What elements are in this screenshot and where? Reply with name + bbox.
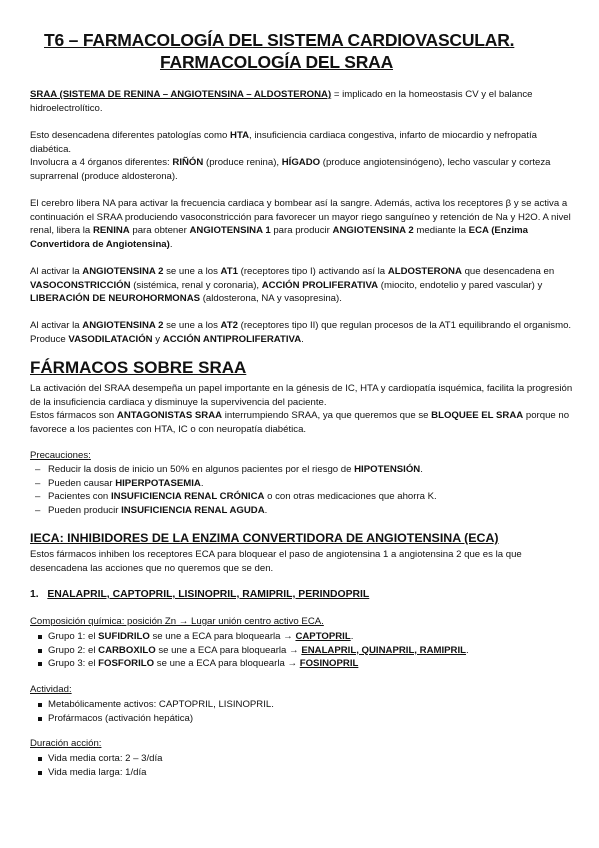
paragraph-patologias: Esto desencadena diferentes patologías como HTA, insuficiencia cardiaca congestiva, infarto de miocardio y nefropatía diabética. <box>30 130 537 155</box>
label-actividad: Actividad: <box>30 684 72 695</box>
paragraph-at2: Al activar la ANGIOTENSINA 2 se une a los AT2 (receptores tipo II) que regulan procesos de la AT1 equilibrando el organismo. Produce VASODILATACIÓN y ACCIÓN ANTIPROLIFERATIVA. <box>30 320 572 345</box>
list-item: Vida media larga: 1/día <box>30 766 580 780</box>
list-item: – Reducir la dosis de inicio un 50% en algunos pacientes por el riesgo de HIPOTENSIÓN. <box>30 463 580 477</box>
list-item: Vida media corta: 2 – 3/día <box>30 752 580 766</box>
list-item: Profármacos (activación hepática) <box>30 712 580 726</box>
list-precauciones <box>30 463 580 517</box>
sraa-definition: SRAA (SISTEMA DE RENINA – ANGIOTENSINA – ALDOSTERONA) = implicado en la homeostasis CV y el balance hidroelectrolítico. <box>30 89 533 114</box>
paragraph-organos: Involucra a 4 órganos diferentes: RIÑÓN (produce renina), HÍGADO (produce angiotensinógeno), lecho vascular y corteza suprarrenal (produce aldosterona). <box>30 157 551 182</box>
heading-ieca: IECA: INHIBIDORES DE LA ENZIMA CONVERTIDORA DE ANGIOTENSINA (ECA) <box>30 531 499 545</box>
list-item: Metabólicamente activos: CAPTOPRIL, LISINOPRIL. <box>30 698 580 712</box>
label-precauciones: Precauciones: <box>30 450 91 461</box>
paragraph-at1: Al activar la ANGIOTENSINA 2 se une a los AT1 (receptores tipo I) activando así la ALDOSTERONA que desencadena en VASOCONSTRICCIÓN (sistémica, renal y coronaria), ACCIÓN PROLIFERATIVA (miocito, endotelio y pared vascular) y LIBERACIÓN DE NEUROHORMONAS (aldosterona, NA y vasopresina). <box>30 266 555 305</box>
paragraph-cerebro-renina: El cerebro libera NA para activar la frecuencia cardiaca y bombear así la sangre. Además, activa los receptores β y se activa a continuación el SRAA produciendo vasoconstricción para favorecer un mayor riego sanguíneo y retención de Na y H2O. A nivel renal, libera la RENINA para obtener ANGIOTENSINA 1 para producir ANGIOTENSINA 2 mediante la ECA (Enzima Convertidora de Angiotensina). <box>30 198 571 250</box>
label-duracion-accion: Duración acción: <box>30 738 102 749</box>
list-item: – Pueden causar HIPERPOTASEMIA. <box>30 477 580 491</box>
page-title-line2: FARMACOLOGÍA DEL SRAA <box>160 52 394 72</box>
list-item: Grupo 3: el FOSFORILO se une a ECA para bloquearla → FOSINOPRIL <box>30 657 580 671</box>
heading-farmacos-sraa: FÁRMACOS SOBRE SRAA <box>30 358 247 377</box>
paragraph-activacion-sraa: La activación del SRAA desempeña un papel importante en la génesis de IC, HTA y cardiopatía isquémica, facilita la progresión de la insuficiencia cardiaca y disminuye la supervivencia del paciente. <box>30 383 573 408</box>
list-grupos <box>30 630 580 671</box>
paragraph-ieca-description: Estos fármacos inhiben los receptores ECA para bloquear el paso de angiotensina 1 a angiotensina 2 que es la que desencadena las acciones que no queremos que se den. <box>30 549 522 574</box>
page-title-line1: T6 – FARMACOLOGÍA DEL SISTEMA CARDIOVASCULAR. <box>44 30 515 50</box>
list-duracion <box>30 752 580 779</box>
list-item: Grupo 2: el CARBOXILO se une a ECA para bloquearla → ENALAPRIL, QUINAPRIL, RAMIPRIL. <box>30 644 580 658</box>
list-item: – Pacientes con INSUFICIENCIA RENAL CRÓNICA o con otras medicaciones que ahorra K. <box>30 490 580 504</box>
list-item: – Pueden producir INSUFICIENCIA RENAL AGUDA. <box>30 504 580 518</box>
label-composicion-quimica: Composición química: posición Zn → Lugar unión centro activo ECA. <box>30 616 324 627</box>
list-item: Grupo 1: el SUFIDRILO se une a ECA para bloquearla → CAPTOPRIL. <box>30 630 580 644</box>
heading-enalapril-group: 1. ENALAPRIL, CAPTOPRIL, LISINOPRIL, RAMIPRIL, PERINDOPRIL <box>30 589 370 600</box>
paragraph-antagonistas: Estos fármacos son ANTAGONISTAS SRAA interrumpiendo SRAA, ya que queremos que se BLOQUEE EL SRAA porque no favorece a los pacientes con HTA, IC o con neuropatía diabética. <box>30 410 570 435</box>
list-actividad <box>30 698 580 725</box>
